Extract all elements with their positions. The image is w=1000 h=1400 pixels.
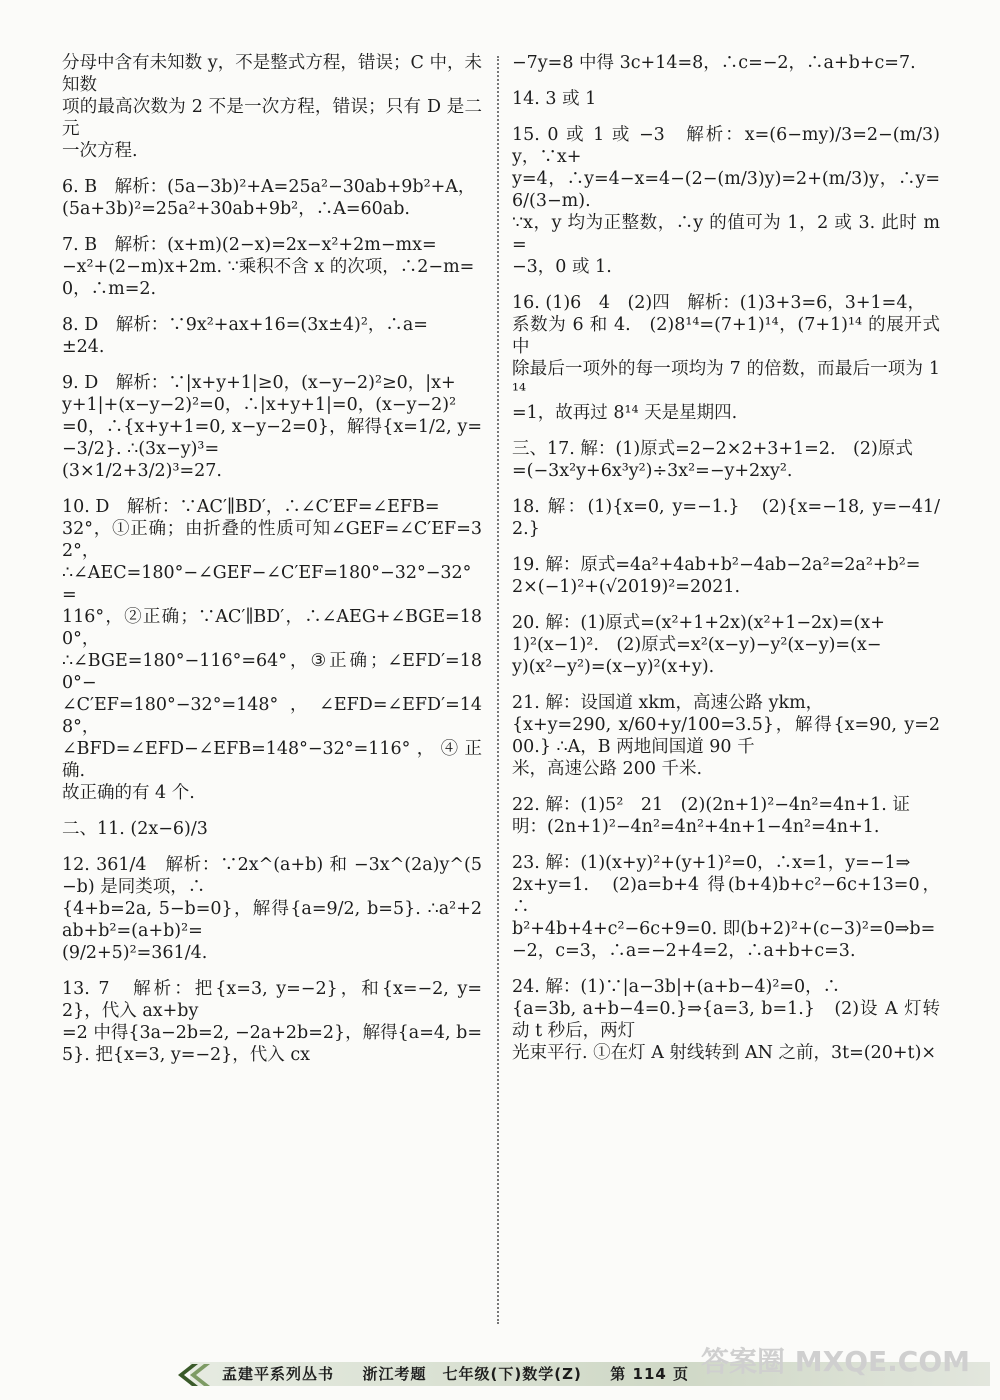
page-footer xyxy=(0,1345,1000,1400)
text-line: {4+b=2a, 5−b=0}，解得{a=9/2, b=5}. ∴a²+2ab+b²=(a+b)²= xyxy=(62,899,482,941)
text-line: ∴∠BGE=180°−116°=64°，③正确；∠EFD′=180°− xyxy=(62,651,482,693)
text-line: 18. 解：(1){x=0, y=−1.} (2){x=−18, y=−41/2.} xyxy=(512,497,940,539)
text-line: (5a+3b)²=25a²+30ab+9b²，∴A=60ab. xyxy=(62,199,410,219)
text-line: 16. (1)6 4 (2)四 解析：(1)3+3=6，3+1=4， xyxy=(512,293,925,313)
text-line: 14. 3 或 1 xyxy=(512,89,597,109)
text-line: 8. D 解析：∵9x²+ax+16=(3x±4)²，∴a= xyxy=(62,315,428,335)
left-column xyxy=(62,52,482,1080)
answer-paragraph xyxy=(512,88,940,110)
answer-paragraph xyxy=(512,124,940,278)
text-line: =2 中得{3a−2b=2, −2a+2b=2}，解得{a=4, b=5}. 把{x=3, y=−2}，代入 cx xyxy=(62,1023,482,1065)
text-line: {x+y=290, x/60+y/100=3.5}，解得{x=90, y=200.} ∴A，B 两地间国道 90 千 xyxy=(512,715,940,757)
text-line: −x²+(2−m)x+2m. ∵乘积不含 x 的次项，∴2−m= xyxy=(62,257,475,277)
text-line: 7. B 解析：(x+m)(2−x)=2x−x²+2m−mx= xyxy=(62,235,437,255)
text-line: 光束平行. ①在灯 A 射线转到 AN 之前，3t=(20+t)× xyxy=(512,1043,937,1063)
text-line: 19. 解：原式=4a²+4ab+b²−4ab−2a²=2a²+b²= xyxy=(512,555,921,575)
text-line: 32°，①正确；由折叠的性质可知∠GEF=∠C′EF=32°， xyxy=(62,519,482,561)
text-line: y)(x²−y²)=(x−y)²(x+y). xyxy=(512,657,715,677)
answer-paragraph xyxy=(512,612,940,678)
footer-text xyxy=(222,1363,689,1384)
text-line: 116°，②正确；∵AC′∥BD′，∴∠AEG+∠BGE=180°， xyxy=(62,607,482,649)
right-column xyxy=(512,52,940,1078)
text-line: 系数为 6 和 4. (2)8¹⁴=(7+1)¹⁴，(7+1)¹⁴ 的展开式中 xyxy=(512,315,940,357)
text-line: 二、11. (2x−6)/3 xyxy=(62,819,208,839)
text-line: 项的最高次数为 2 不是一次方程，错误；只有 D 是二元 xyxy=(62,97,482,139)
text-line: y=4，∴y=4−x=4−(2−(m/3)y)=2+(m/3)y，∴y=6/(3−m). xyxy=(512,169,940,211)
text-line: 2x+y=1. (2)a=b+4 得(b+4)b+c²−6c+13=0，∴ xyxy=(512,875,940,917)
text-line: 20. 解：(1)原式=(x²+1+2x)(x²+1−2x)=(x+ xyxy=(512,613,885,633)
text-line: ∴∠AEC=180°−∠GEF−∠C′EF=180°−32°−32°= xyxy=(62,563,472,605)
text-line: 0，∴m=2. xyxy=(62,279,157,299)
text-line: 23. 解：(1)(x+y)²+(y+1)²=0，∴x=1，y=−1⇒ xyxy=(512,853,911,873)
text-line: 9. D 解析：∵|x+y+1|≥0，(x−y−2)²≥0，|x+ xyxy=(62,373,456,393)
answer-paragraph xyxy=(62,234,482,300)
answer-paragraph xyxy=(62,496,482,804)
text-line: (9/2+5)²=361/4. xyxy=(62,943,208,963)
text-line: 三、17. 解：(1)原式=2−2×2+3+1=2. (2)原式 xyxy=(512,439,913,459)
text-line: ±24. xyxy=(62,337,105,357)
text-line: ∵x，y 均为正整数，∴y 的值可为 1，2 或 3. 此时 m= xyxy=(512,213,940,255)
text-line: 米，高速公路 200 千米. xyxy=(512,759,703,779)
answer-paragraph xyxy=(62,314,482,358)
text-line: 1)²(x−1)². (2)原式=x²(x−y)−y²(x−y)=(x− xyxy=(512,635,882,655)
watermark: 答案圈 MXQE.COM xyxy=(701,1345,970,1378)
answer-paragraph xyxy=(512,692,940,780)
text-line: −7y=8 中得 3c+14=8，∴c=−2，∴a+b+c=7. xyxy=(512,53,916,73)
text-line: −2，c=3，∴a=−2+4=2，∴a+b+c=3. xyxy=(512,941,856,961)
answer-paragraph xyxy=(512,794,940,838)
answer-paragraph xyxy=(512,554,940,598)
text-line: 除最后一项外的每一项均为 7 的倍数，而最后一项为 1¹⁴ xyxy=(512,359,940,401)
text-line: 21. 解：设国道 xkm，高速公路 ykm， xyxy=(512,693,824,713)
footer-series: 孟建平系列丛书 xyxy=(222,1365,335,1383)
text-line: 24. 解：(1)∵|a−3b|+(a+b−4)²=0，∴ xyxy=(512,977,841,997)
text-line: 10. D 解析：∵AC′∥BD′，∴∠C′EF=∠EFB= xyxy=(62,497,440,517)
text-line: {a=3b, a+b−4=0.}⇒{a=3, b=1.} (2)设 A 灯转动 t 秒后，两灯 xyxy=(512,999,940,1041)
footer-page-number: 第 114 页 xyxy=(610,1365,690,1383)
answer-paragraph xyxy=(512,852,940,962)
answer-paragraph xyxy=(62,176,482,220)
text-line: =1，故再过 8¹⁴ 天是星期四. xyxy=(512,403,738,423)
text-line: 一次方程. xyxy=(62,141,138,161)
answer-paragraph xyxy=(512,52,940,74)
answer-paragraph xyxy=(512,976,940,1064)
text-line: ∠BFD=∠EFD−∠EFB=148°−32°=116°，④正确. xyxy=(62,739,482,781)
answer-paragraph xyxy=(512,496,940,540)
text-line: 22. 解：(1)5² 21 (2)(2n+1)²−4n²=4n+1. 证 xyxy=(512,795,910,815)
text-line: 13. 7 解析：把{x=3, y=−2}，和{x=−2, y=2}，代入 ax+by xyxy=(62,979,482,1021)
text-line: =(−3x²y+6x³y²)÷3x²=−y+2xy². xyxy=(512,461,793,481)
answer-paragraph xyxy=(512,292,940,424)
text-line: ∠C′EF=180°−32°=148°，∠EFD=∠EFD′=148°， xyxy=(62,695,482,737)
chevron-left-icon xyxy=(178,1364,214,1386)
answer-paragraph xyxy=(62,372,482,482)
text-line: 6. B 解析：(5a−3b)²+A=25a²−30ab+9b²+A， xyxy=(62,177,476,197)
text-line: 15. 0 或 1 或 −3 解析：x=(6−my)/3=2−(m/3)y，∵x+ xyxy=(512,125,940,167)
answer-paragraph xyxy=(512,438,940,482)
text-line: 分母中含有未知数 y，不是整式方程，错误；C 中，未知数 xyxy=(62,53,482,95)
answer-paragraph xyxy=(62,818,482,840)
text-line: =0，∴{x+y+1=0, x−y−2=0}，解得{x=1/2, y=−3/2}. ∴(3x−y)³= xyxy=(62,417,482,459)
text-line: 2×(−1)²+(√2019)²=2021. xyxy=(512,577,741,597)
text-line: 明：(2n+1)²−4n²=4n²+4n+1−4n²=4n+1. xyxy=(512,817,880,837)
text-line: 12. 361/4 解析：∵2x^(a+b) 和 −3x^(2a)y^(5−b) 是同类项，∴ xyxy=(62,855,482,897)
text-line: (3×1/2+3/2)³=27. xyxy=(62,461,222,481)
text-line: y+1|+(x−y−2)²=0，∴|x+y+1|=0，(x−y−2)² xyxy=(62,395,457,415)
text-line: −3，0 或 1. xyxy=(512,257,612,277)
footer-subject: 浙江考题 七年级(下)数学(Z) xyxy=(362,1365,582,1383)
answer-paragraph xyxy=(62,854,482,964)
text-line: 故正确的有 4 个. xyxy=(62,783,195,803)
column-divider xyxy=(497,56,499,1324)
answer-paragraph xyxy=(62,52,482,162)
answer-paragraph xyxy=(62,978,482,1066)
text-line: b²+4b+4+c²−6c+9=0. 即(b+2)²+(c−3)²=0⇒b= xyxy=(512,919,936,939)
